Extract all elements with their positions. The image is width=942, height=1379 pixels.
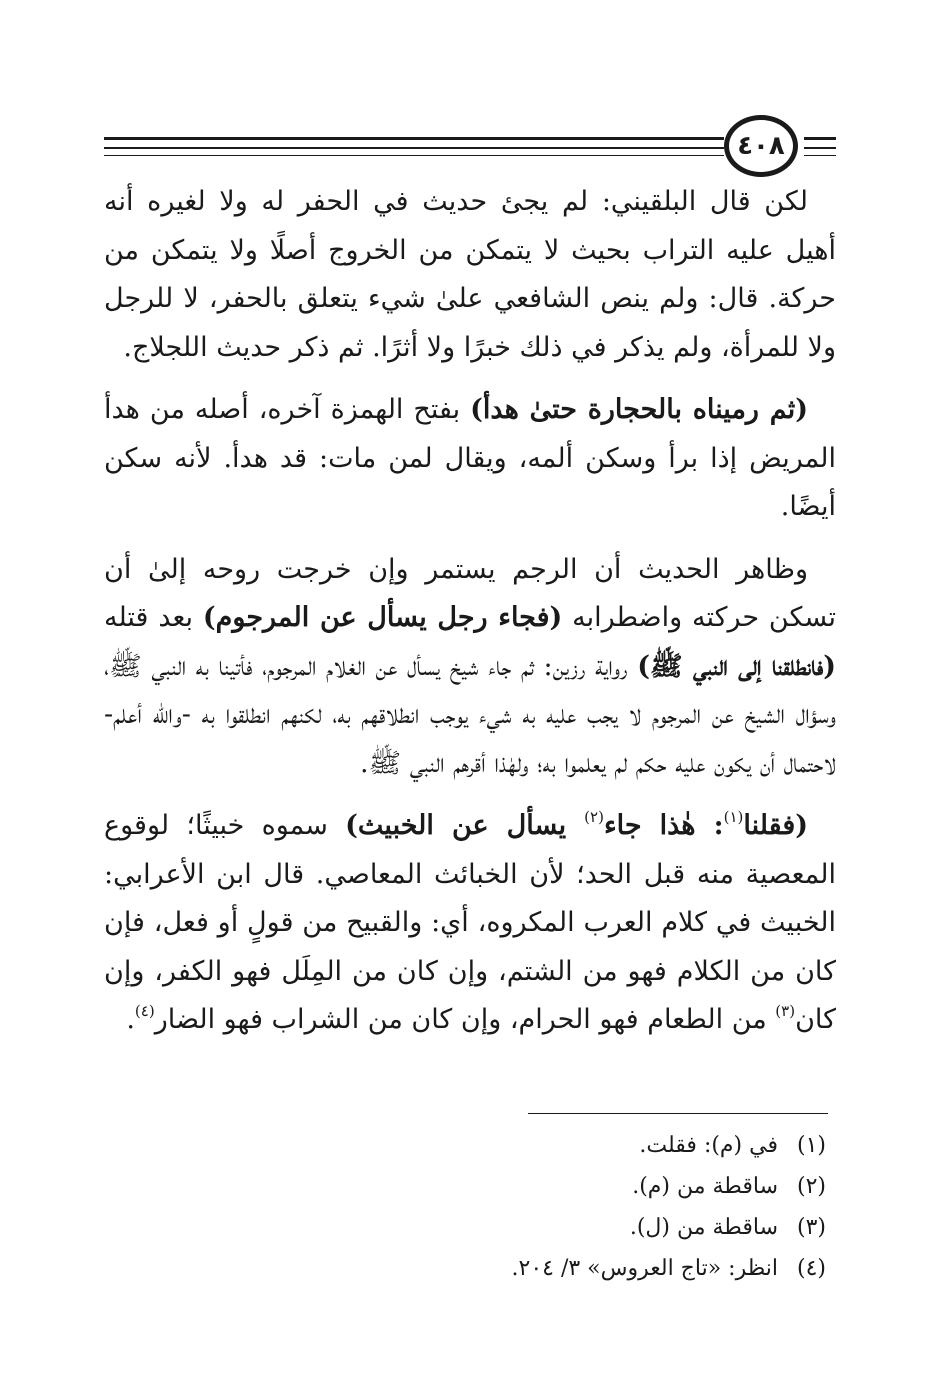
header-rule-tail-medium — [804, 147, 836, 149]
footnote-separator — [528, 1113, 828, 1114]
commentary-text: رواية رزين: ثم جاء شيخ يسأل عن الغلام المرجوم، فأتينا به النبي ﷺ، وسؤال الشيخ عن المرجوم لا يجب عليه به شيء يوجب انطلاقهم به، لكنهم انطلقوا به -والله أعلم- لاحتمال أن يكون عليه حكم لم يعلموا به؛ ولهٰذا أقرهم النبي ﷺ. — [104, 650, 836, 779]
footnote-reference: (٤) — [134, 1002, 155, 1020]
header-rule-thin — [104, 155, 724, 156]
paragraph — [104, 546, 836, 789]
footnote-number: (١) — [796, 1133, 826, 1158]
footnote-text: ساقطة من (ل). — [629, 1215, 778, 1240]
footnote-item — [104, 1125, 826, 1166]
commentary-text: من الطعام فهو الحرام، وإن كان من الشراب فهو الضار — [154, 1004, 776, 1035]
footnotes — [104, 1125, 826, 1289]
footnote-number: (٢) — [796, 1174, 826, 1199]
commentary-text: بعد قتله — [104, 602, 203, 633]
paragraph — [104, 178, 836, 372]
body-text — [104, 178, 836, 1059]
quoted-hadith-text: (ثم رميناه بالحجارة حتىٰ هدأ) — [470, 394, 808, 425]
quoted-hadith-text: : هٰذا جاء — [603, 810, 724, 841]
commentary-text: لكن قال البلقيني: لم يجئ حديث في الحفر له ولا لغيره أنه أهيل عليه التراب بحيث لا يتمكن من الخروج أصلًا ولا يتمكن من حركة. قال: ولم ينص الشافعي علىٰ شيء يتعلق بالحفر، لا للرجل ولا للمرأة، ولم يذكر في ذلك خبرًا ولا أثرًا. ثم ذكر حديث اللجلاج. — [104, 186, 836, 363]
footnote-reference: (٢) — [584, 808, 604, 826]
commentary-text: بفتح الهمزة آخره، أصله من هدأ المريض إذا برأ وسكن ألمه، ويقال لمن مات: قد هدأ. لأنه سكن أيضًا. — [104, 394, 836, 522]
page-header — [104, 115, 836, 185]
footnote-number: (٤) — [796, 1256, 826, 1281]
commentary-text: . — [126, 1004, 135, 1035]
paragraph — [104, 386, 836, 532]
page-number: ٤٠٨ — [737, 131, 785, 161]
footnote-reference: (٣) — [775, 1002, 796, 1020]
quoted-hadith-text: (فقلنا — [743, 810, 809, 841]
footnote-item — [104, 1207, 826, 1248]
commentary-text: وظاهر الحديث أن الرجم يستمر وإن خرجت روحه إلىٰ أن تسكن حركته واضطرابه — [104, 553, 836, 633]
header-rule-tail-thick — [804, 137, 836, 140]
footnote-item — [104, 1166, 826, 1207]
footnote-text: ساقطة من (م). — [632, 1174, 778, 1199]
header-rule-medium — [104, 147, 724, 149]
quoted-hadith-text: (فجاء رجل يسأل عن المرجوم) — [202, 602, 563, 633]
footnote-text: انظر: «تاج العروس» ٣/ ٢٠٤. — [511, 1256, 778, 1281]
commentary-text: سموه خبيثًا؛ لوقوع المعصية منه قبل الحد؛ لأن الخبائث المعاصي. قال ابن الأعرابي: الخبيث في كلام العرب المكروه، أي: والقبيح من قولٍ أو فعل، فإن كان من الكلام فهو من الشتم، وإن كان من المِلَل فهو الكفر، وإن كان — [104, 810, 836, 1035]
footnote-number: (٣) — [796, 1215, 826, 1240]
page-number-badge — [724, 115, 798, 177]
footnote-item — [104, 1248, 826, 1289]
header-rule-tail-thin — [804, 155, 836, 156]
header-rule-thick — [104, 137, 724, 140]
quoted-hadith-text: يسأل عن الخبيث) — [345, 810, 585, 841]
paragraph — [104, 802, 836, 1045]
footnote-reference: (١) — [723, 808, 744, 826]
footnote-text: في (م): فقلت. — [639, 1133, 778, 1158]
quoted-hadith-text: (فانطلقنا إلى النبي ﷺ) — [637, 650, 837, 682]
